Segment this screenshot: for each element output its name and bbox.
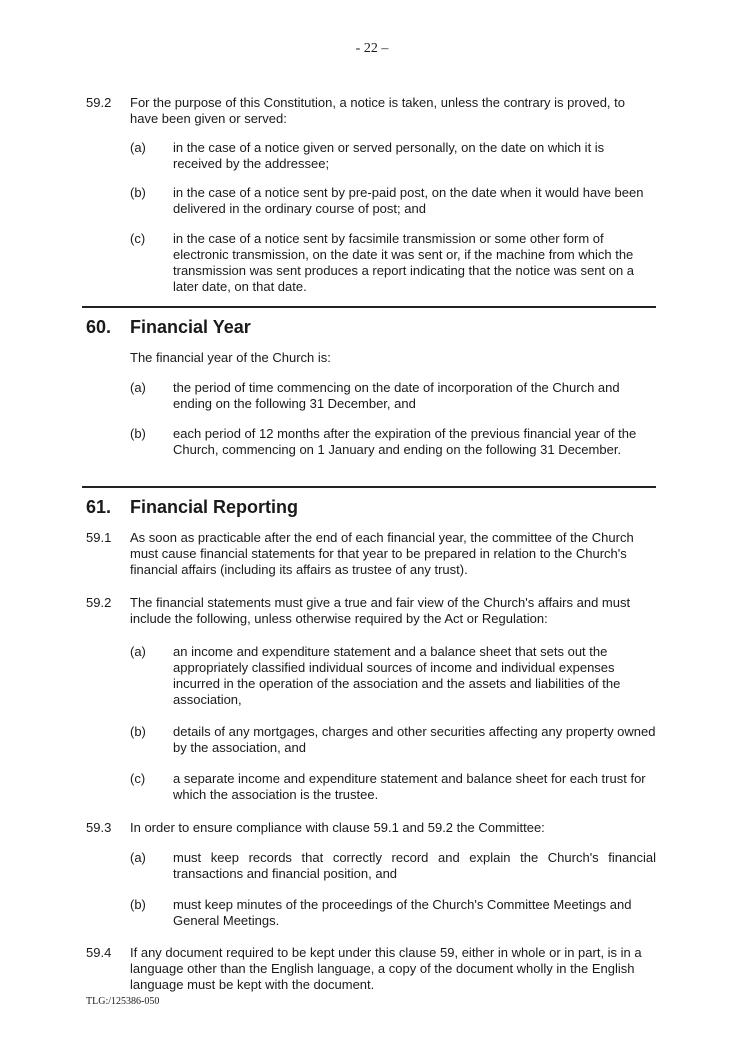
clause-number: 59.2 [86,95,112,110]
item-label: (b) [130,724,146,739]
item-text: must keep records that correctly record and explain the Church's financial transactions and financial position, and [173,850,656,881]
item-label: (b) [130,897,146,912]
financial-year-item-b [130,426,656,458]
clause-text: The financial statements must give a true and fair view of the Church's affairs and must include the following, unless otherwise required by the Act or Regulation: [130,595,631,626]
item-label: (b) [130,426,146,441]
item-text: details of any mortgages, charges and other securities affecting any property owned by the association, and [173,724,656,755]
clause-number: 59.2 [86,595,112,610]
section-60-intro: The financial year of the Church is: [130,350,331,365]
page-number: - 22 – [355,41,389,56]
financial-year-item-a [130,380,656,412]
clause-number: 59.1 [86,530,112,545]
item-text: in the case of a notice given or served personally, on the date on which it is received by the addressee; [173,140,605,171]
clause-text: If any document required to be kept under this clause 59, either in whole or in part, is in a language other than the English language, a copy of the document wholly in the English language must be kept with the document. [130,945,642,992]
item-label: (c) [130,771,146,786]
statement-item-a [130,644,656,708]
clause-59-2-statements [86,595,656,627]
clause-text: As soon as practicable after the end of each financial year, the committee of the Church must cause financial statements for that year to be prepared in relation to the Church's financial affairs (including its affairs as trustee of any trust). [130,530,634,577]
item-text: a separate income and expenditure statement and balance sheet for each trust for which the association is the trustee. [173,771,646,802]
document-reference: TLG:/125386-050 [86,996,160,1007]
statement-item-b [130,724,656,756]
clause-number: 59.3 [86,820,112,835]
item-text: in the case of a notice sent by pre-paid post, on the date when it would have been delivered in the ordinary course of post; and [173,185,644,216]
section-divider [82,486,656,488]
item-label: (a) [130,644,146,659]
clause-59-4 [86,945,656,993]
item-text: an income and expenditure statement and a balance sheet that sets out the appropriately classified individual sources of income and individual expenses incurred in the operation of the association and the assets and liabilities of the association, [173,644,621,707]
section-number: 61. [86,497,112,517]
clause-59-3 [86,820,656,836]
item-label: (c) [130,231,146,246]
section-divider [82,306,656,308]
item-text: must keep minutes of the proceedings of the Church's Committee Meetings and General Meetings. [173,897,632,928]
clause-text: In order to ensure compliance with clause 59.1 and 59.2 the Committee: [130,820,545,835]
item-label: (a) [130,380,146,395]
clause-59-2-notices [86,95,656,127]
item-text: in the case of a notice sent by facsimile transmission or some other form of electronic transmission, on the date it was sent or, if the machine from which the transmission was sent produces a report indicating that the notice was sent on a later date, on that date. [173,231,635,294]
compliance-item-b [130,897,656,929]
item-label: (a) [130,140,146,155]
notice-item-a [130,140,656,172]
item-text: the period of time commencing on the date of incorporation of the Church and ending on the following 31 December, and [173,380,620,411]
statement-item-c [130,771,656,803]
item-text: each period of 12 months after the expiration of the previous financial year of the Church, commencing on 1 January and ending on the following 31 December. [173,426,637,457]
item-label: (b) [130,185,146,200]
section-number: 60. [86,317,112,337]
clause-number: 59.4 [86,945,112,960]
compliance-item-a [130,850,656,882]
clause-59-1 [86,530,656,578]
clause-text: For the purpose of this Constitution, a notice is taken, unless the contrary is proved, to have been given or served: [130,95,625,126]
section-title: Financial Year [130,317,251,337]
notice-item-b [130,185,656,217]
section-title: Financial Reporting [130,497,299,517]
item-label: (a) [130,850,146,865]
notice-item-c [130,231,656,295]
